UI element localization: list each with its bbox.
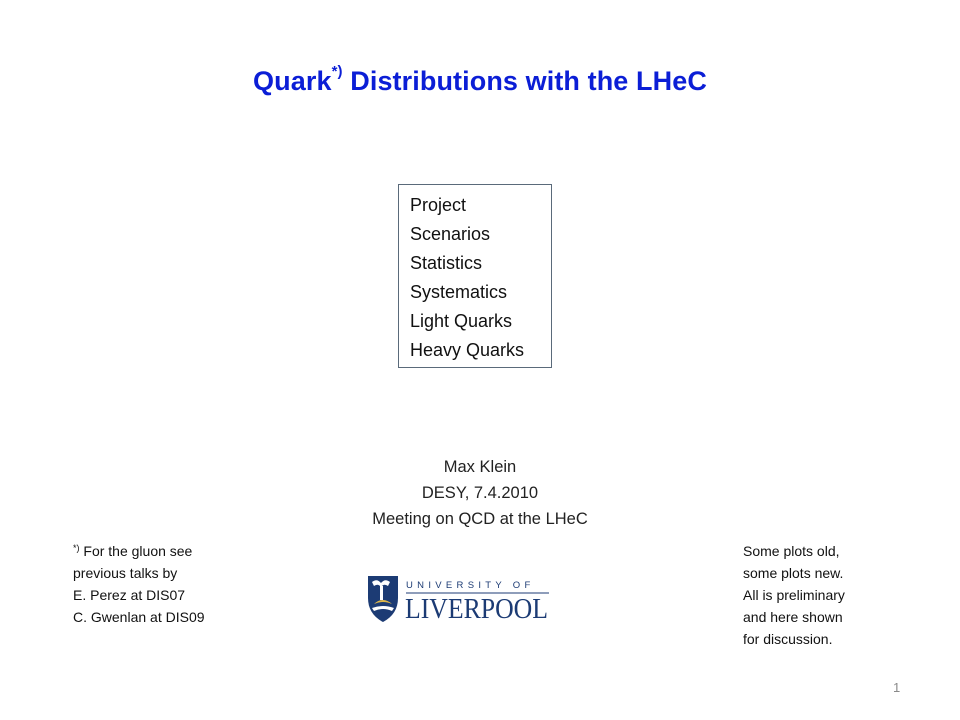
footnote-marker: *) (73, 543, 80, 553)
footnote (73, 540, 205, 628)
outline-item: Heavy Quarks (410, 340, 525, 360)
outline-item: Light Quarks (410, 311, 513, 331)
affiliation-date: DESY, 7.4.2010 (421, 484, 539, 502)
outline-item: Scenarios (410, 224, 491, 244)
footnote-text: For the gluon see (79, 543, 193, 559)
liverpool-crest-icon (366, 574, 552, 624)
logo-lower-text: LIVERPOOL (405, 594, 548, 624)
meeting-name: Meeting on QCD at the LHeC (372, 510, 588, 528)
footnote-line-1 (73, 540, 205, 562)
footnote-line: previous talks by (73, 565, 178, 581)
page-number: 1 (893, 680, 901, 695)
author-name: Max Klein (443, 458, 517, 476)
slide-title (0, 63, 960, 97)
note-line: some plots new. (743, 565, 844, 581)
note-line: and here shown (743, 609, 843, 625)
disclaimer-note (743, 540, 845, 650)
title-footnote-marker: *) (331, 63, 343, 80)
title-main: Quark (253, 66, 332, 96)
note-line: All is preliminary (743, 587, 845, 603)
outline-item: Statistics (410, 253, 483, 273)
note-line: for discussion. (743, 631, 833, 647)
outline-box (398, 184, 552, 368)
outline-item: Project (410, 195, 467, 215)
note-line: Some plots old, (743, 543, 840, 559)
outline-item: Systematics (410, 282, 508, 302)
university-logo (366, 574, 552, 624)
logo-upper-text: UNIVERSITY OF (406, 580, 535, 591)
footnote-line: C. Gwenlan at DIS09 (73, 609, 205, 625)
footnote-line: E. Perez at DIS07 (73, 587, 186, 603)
title-rest: Distributions with the LHeC (342, 66, 707, 96)
